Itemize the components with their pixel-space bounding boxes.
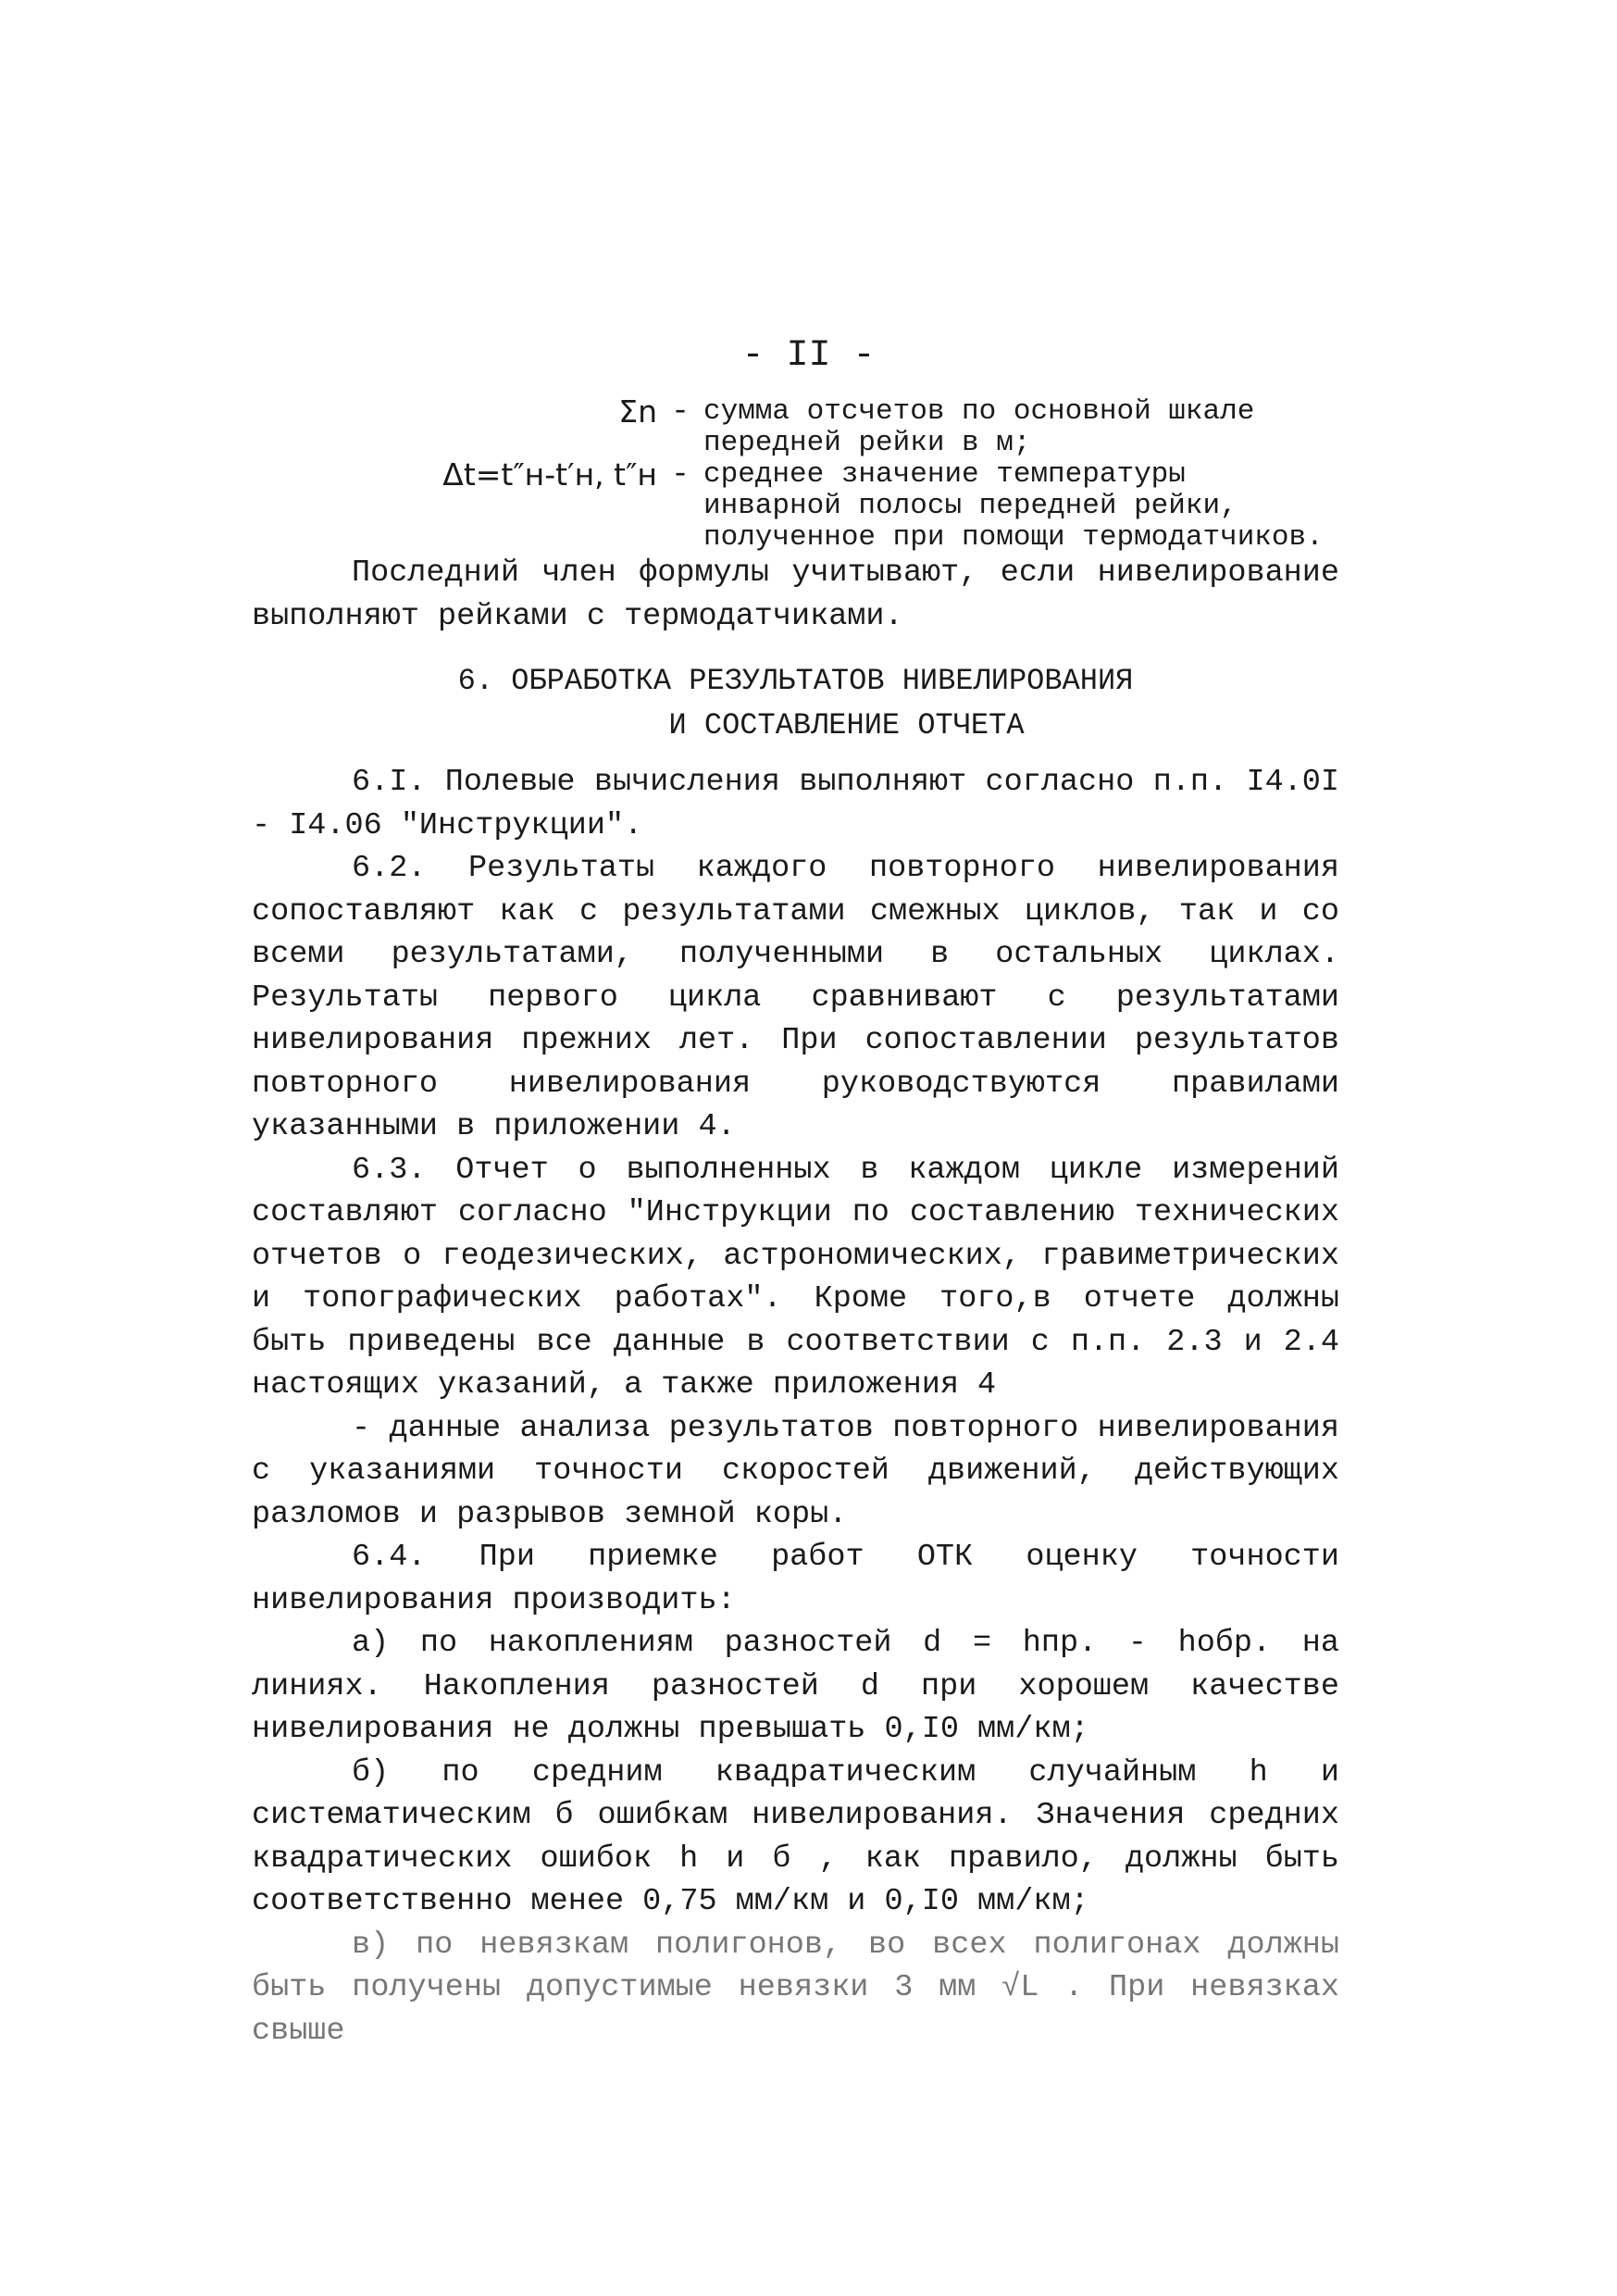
definition-text: среднее значение температуры инварной полосы передней рейки, полученное при помощи термодатчиков. <box>703 458 1324 554</box>
paragraph-6-1: 6.I. Полевые вычисления выполняют согласно п.п. I4.0I - I4.06 "Инструкции". <box>252 765 1339 843</box>
section-title-line-1: 6. ОБРАБОТКА РЕЗУЛЬТАТОВ НИВЕЛИРОВАНИЯ <box>457 664 1134 698</box>
section-body <box>252 761 1339 2053</box>
section-heading <box>252 659 1339 748</box>
definition-delta-t <box>352 456 1324 554</box>
paragraph-6-4-b: б) по средним квадратическим случайным h и систематическим б ошибкам нивелирования. Значения средних квадратических ошибок h и б , как правило, должны быть соответственно менее 0,75 мм/км и 0,I0 мм/км; <box>252 1754 1339 1919</box>
definition-dash: - <box>671 394 690 429</box>
definition-sum-n <box>352 393 1324 459</box>
paragraph-6-4: 6.4. При приемке работ ОТК оценку точности нивелирования производить: <box>252 1540 1339 1618</box>
intro-paragraph: Последний член формулы учитывают, если нивелирование выполняют рейками с термодатчиками. <box>252 555 1339 634</box>
paragraph-6-3-dash: - данные анализа результатов повторного нивелирования с указаниями точности скоростей движений, действующих разломов и разрывов земной коры. <box>252 1410 1339 1532</box>
page-number: - II - <box>741 335 876 377</box>
paragraph-6-3: 6.3. Отчет о выполненных в каждом цикле измерений составляют согласно "Инструкции по составлению технических отчетов о геодезических, астрономических, гравиметрических и топографических работах". Кроме того,в отчете должны быть приведены все данные в соответствии с п.п. 2.3 и 2.4 настоящих указаний, а также приложения 4 <box>252 1152 1339 1403</box>
paragraph-6-2: 6.2. Результаты каждого повторного нивелирования сопоставляют как с результатами смежных циклов, так и со всеми результатами, полученными в остальных циклах. Результаты первого цикла сравнивают с результатами нивелирования прежних лет. При сопоставлении результатов повторного нивелирования руководствуются правилами указанными в приложении 4. <box>252 851 1339 1144</box>
definition-symbol: Δt=t″н-t′н, t″н <box>442 456 657 493</box>
formula-definitions <box>352 393 1324 554</box>
section-title-line-2: И СОСТАВЛЕНИЕ ОТЧЕТА <box>668 708 1025 742</box>
definition-text: сумма отсчетов по основной шкале передней рейки в м; <box>703 395 1255 459</box>
paragraph-6-4-v: в) по невязкам полигонов, во всех полигонах должны быть получены допустимые невязки 3 мм √L . При невязках свыше <box>252 1927 1339 2049</box>
definition-symbol: Σn <box>618 393 657 430</box>
definition-dash: - <box>671 457 690 492</box>
paragraph-6-4-a: а) по накоплениям разностей d = hпр. - hобр. на линиях. Накопления разностей d при хорошем качестве нивелирования не должны превышать 0,I0 мм/км; <box>252 1626 1339 1747</box>
